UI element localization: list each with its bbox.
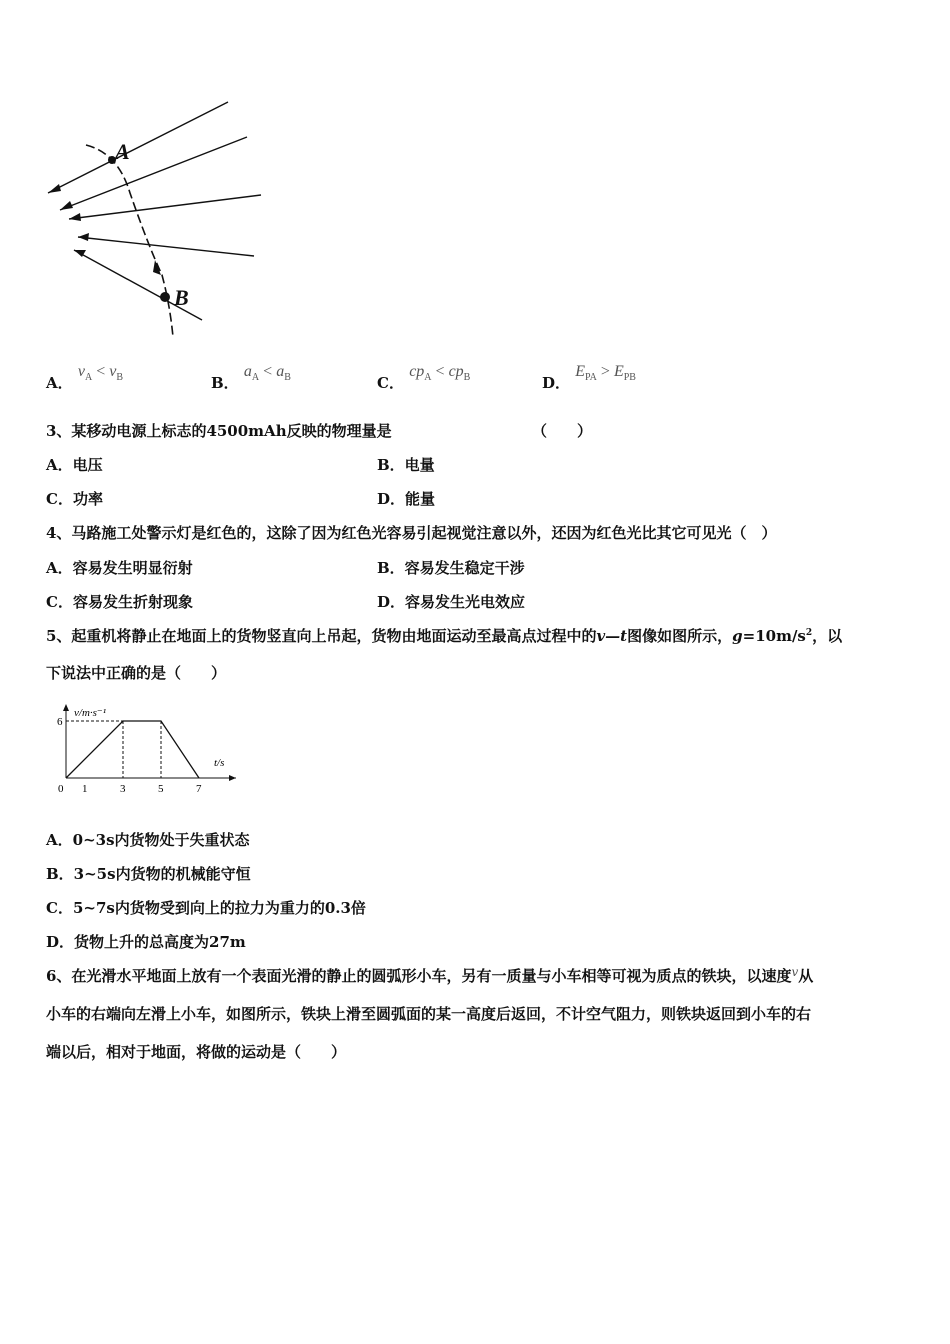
y-tick-label: 6 xyxy=(57,716,63,728)
q4-option-d[interactable]: D．容易发生光电效应 xyxy=(377,593,526,611)
q5-option-d[interactable]: D．货物上升的总高度为27m xyxy=(46,933,246,951)
q5-stem-line1: 5、起重机将静止在地面上的货物竖直向上吊起，货物由地面运动至最高点过程中的v—t图像如图所示，$g=10m/s^2$，以 xyxy=(46,627,843,645)
x-tick-label: 3 xyxy=(120,783,126,795)
q5-option-a[interactable]: A．0~3s内货物处于失重状态 xyxy=(46,831,250,849)
q4-stem: 4、马路施工处警示灯是红色的，这除了因为红色光容易引起视觉注意以外，还因为红色光比其它可见光（ ） xyxy=(46,524,777,542)
x-tick-label: 1 xyxy=(82,783,88,795)
field-line-4 xyxy=(78,237,254,256)
q4-option-c[interactable]: C．容易发生折射现象 xyxy=(46,593,193,611)
x-axis-arrow xyxy=(229,775,236,781)
q2-option-c[interactable]: C． $cp_A < cp_B$ xyxy=(377,363,471,392)
q3-stem: 3、某移动电源上标志的4500mAh反映的物理量是 xyxy=(46,422,392,440)
q3-option-d[interactable]: D．能量 xyxy=(377,490,436,508)
point-b-label: B xyxy=(174,285,189,310)
x-tick-label: 7 xyxy=(196,783,202,795)
q2-option-a[interactable]: A． $v_A < v_B$ xyxy=(46,363,124,392)
q4-option-a[interactable]: A．容易发生明显衍射 xyxy=(46,559,193,577)
field-line-3 xyxy=(69,195,261,219)
q5-stem-line2: 下说法中正确的是（ ） xyxy=(46,664,227,682)
field-line-figure xyxy=(40,95,270,345)
q5-option-c[interactable]: C．5~7s内货物受到向上的拉力为重力的0.3倍 xyxy=(46,899,366,917)
trajectory-path xyxy=(86,145,173,337)
q4-option-b[interactable]: B．容易发生稳定干涉 xyxy=(377,559,525,577)
q2-option-b[interactable]: B． $a_A < a_B$ xyxy=(211,363,291,392)
x-tick-label: 5 xyxy=(158,783,164,795)
q3-option-a[interactable]: A．电压 xyxy=(46,456,103,474)
velocity-series-line xyxy=(66,721,199,778)
q3-option-c[interactable]: C．功率 xyxy=(46,490,103,508)
q6-line1: 6、在光滑水平地面上放有一个表面光滑的静止的圆弧形小车，另有一质量与小车相等可视为质点的铁块，以速度$^v$从 xyxy=(46,965,814,985)
q5-option-b[interactable]: B．3~5s内货物的机械能守恒 xyxy=(46,865,251,883)
q3-answer-bracket[interactable]: （ ） xyxy=(532,422,593,440)
q2-option-d[interactable]: D． $E_{PA} > E_{PB}$ xyxy=(542,363,636,392)
y-axis-arrow xyxy=(63,704,69,711)
point-b-dot xyxy=(160,292,170,302)
point-a-label: A xyxy=(115,139,130,164)
q3-option-b[interactable]: B．电量 xyxy=(377,456,435,474)
vt-chart xyxy=(46,700,246,800)
q6-line3: 端以后，相对于地面，将做的运动是（ ） xyxy=(46,1043,347,1061)
q6-line2: 小车的右端向左滑上小车，如图所示，铁块上滑至圆弧面的某一高度后返回，不计空气阻力，则铁块返回到小车的右 xyxy=(46,1005,812,1023)
y-axis-label: v/m·s⁻¹ xyxy=(74,707,107,719)
x-tick-label: 0 xyxy=(58,783,64,795)
x-axis-label: t/s xyxy=(214,757,225,769)
